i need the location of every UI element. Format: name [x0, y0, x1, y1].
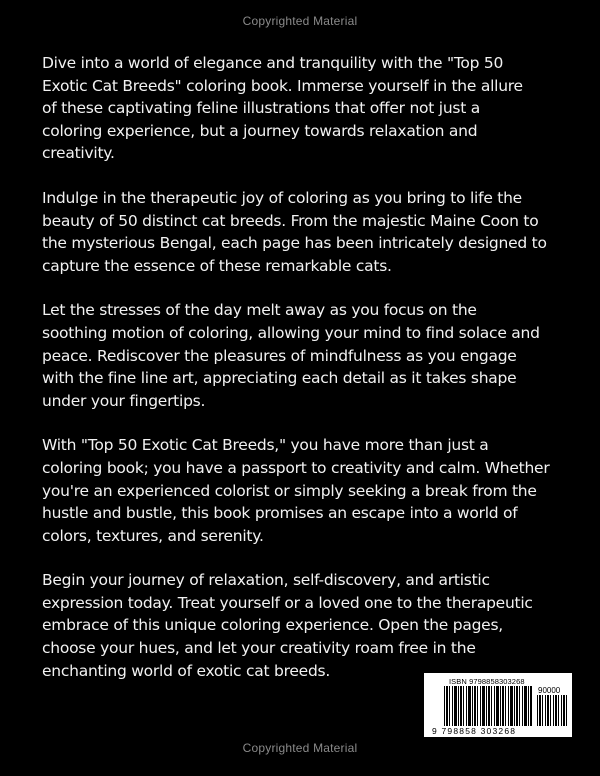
isbn-label: ISBN 9798858303268 [449, 677, 525, 686]
back-cover-description [42, 52, 582, 704]
description-paragraph-3: Let the stresses of the day melt away as you focus on the soothing motion of coloring, allowing your mind to find solace and peace. Rediscover the pleasures of mindfulness as you engage with the fine line art, appreciating each detail as it takes shape under your fingertips. [42, 301, 540, 410]
watermark-top: Copyrighted Material [242, 14, 358, 28]
description-paragraph-1: Dive into a world of elegance and tranquility with the "Top 50 Exotic Cat Breeds" coloring book. Immerse yourself in the allure of these captivating feline illustrations that offer not just a coloring experience, but a journey towards relaxation and creativity. [42, 54, 523, 163]
barcode-addon-bars [537, 695, 567, 726]
price-code: 90000 [538, 686, 561, 695]
isbn-barcode [424, 673, 572, 737]
barcode-bars [444, 686, 532, 726]
barcode-digits: 9 798858 303268 [432, 726, 517, 736]
description-paragraph-2: Indulge in the therapeutic joy of coloring as you bring to life the beauty of 50 distinct cat breeds. From the majestic Maine Coon to the mysterious Bengal, each page has been intricately designed to capture the essence of these remarkable cats. [42, 188, 547, 275]
description-paragraph-5: Begin your journey of relaxation, self-discovery, and artistic expression today. Treat yourself or a loved one to the therapeutic embrace of this unique coloring experience. Open the pages, choose your hues, and let your creativity roam free in the enchanting world of exotic cat breeds. [42, 571, 533, 680]
description-paragraph-4: With "Top 50 Exotic Cat Breeds," you have more than just a coloring book; you have a passport to creativity and calm. Whether you're an experienced colorist or simply seeking a break from the hustle and bustle, this book promises an escape into a world of colors, textures, and serenity. [42, 436, 550, 545]
watermark-bottom: Copyrighted Material [242, 741, 358, 755]
